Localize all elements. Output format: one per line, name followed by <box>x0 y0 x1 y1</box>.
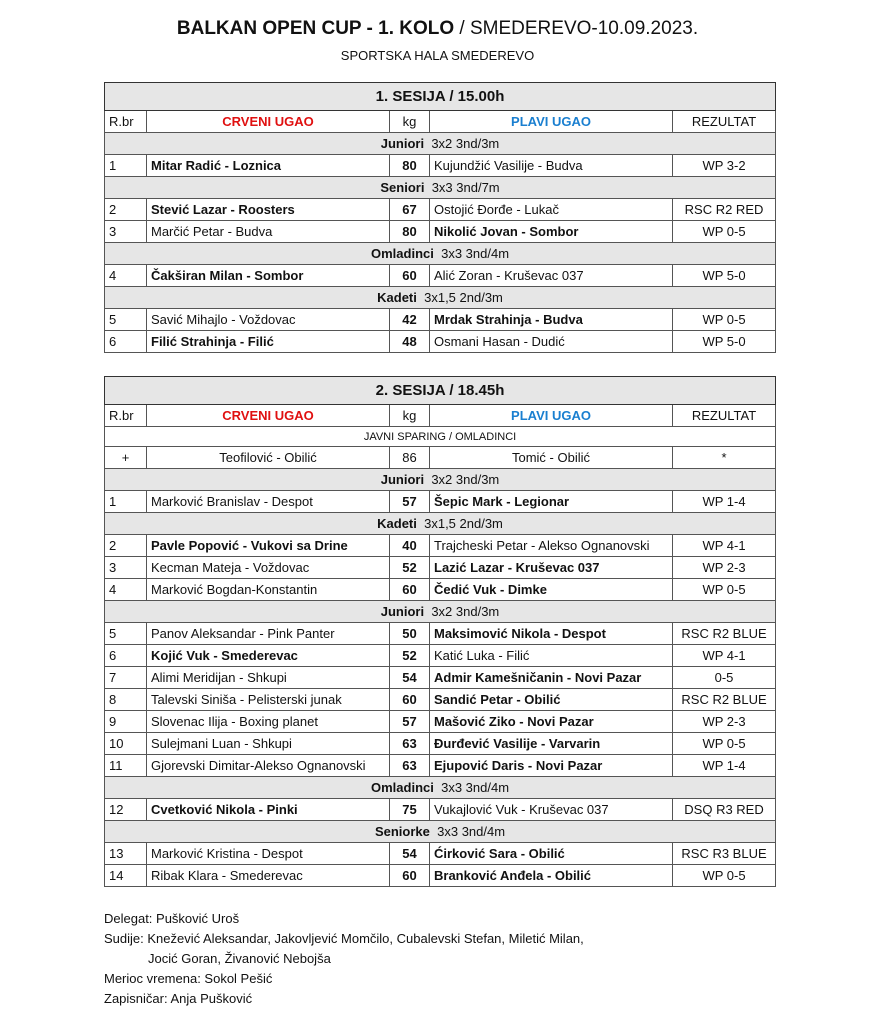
weight: 63 <box>390 755 430 777</box>
blue-corner-boxer: Trajcheski Petar - Alekso Ognanovski <box>430 535 673 557</box>
blue-corner-boxer: Osmani Hasan - Dudić <box>430 331 673 353</box>
result: WP 2-3 <box>673 711 776 733</box>
bout-number: 4 <box>105 265 147 287</box>
red-corner-boxer: Marčić Petar - Budva <box>147 221 390 243</box>
col-kg: kg <box>390 111 430 133</box>
col-blue-corner: PLAVI UGAO <box>430 111 673 133</box>
col-rbr: R.br <box>105 111 147 133</box>
category-name: Juniori <box>380 472 425 487</box>
result: RSC R2 BLUE <box>673 689 776 711</box>
bout-number: + <box>105 447 147 469</box>
result: WP 0-5 <box>673 865 776 887</box>
bout-row <box>105 711 776 733</box>
category-row <box>105 821 776 843</box>
col-red-corner: CRVENI UGAO <box>147 405 390 427</box>
red-corner-boxer: Čakširan Milan - Sombor <box>147 265 390 287</box>
bout-row <box>105 331 776 353</box>
page-title: BALKAN OPEN CUP - 1. KOLO / SMEDEREVO-10.09.2023. <box>176 18 699 39</box>
red-corner-boxer: Talevski Siniša - Pelisterski junak <box>147 689 390 711</box>
column-header-row <box>105 111 776 133</box>
blue-corner-boxer: Ejupović Daris - Novi Pazar <box>430 755 673 777</box>
weight: 60 <box>390 689 430 711</box>
category-cell <box>105 777 776 799</box>
category-row <box>105 513 776 535</box>
result: RSC R2 RED <box>673 199 776 221</box>
blue-corner-boxer: Ostojić Đorđe - Lukač <box>430 199 673 221</box>
weight: 52 <box>390 645 430 667</box>
blue-corner-boxer: Đurđević Vasilije - Varvarin <box>430 733 673 755</box>
weight: 52 <box>390 557 430 579</box>
bout-row <box>105 623 776 645</box>
result: WP 1-4 <box>673 491 776 513</box>
session-1-table <box>104 82 776 353</box>
bout-number: 1 <box>105 491 147 513</box>
result: WP 5-0 <box>673 331 776 353</box>
bout-row <box>105 689 776 711</box>
col-red-corner: CRVENI UGAO <box>147 111 390 133</box>
blue-corner-boxer: Mašović Ziko - Novi Pazar <box>430 711 673 733</box>
category-name: Kadeti <box>377 290 417 305</box>
bout-number: 3 <box>105 221 147 243</box>
red-corner-boxer: Pavle Popović - Vukovi sa Drine <box>147 535 390 557</box>
category-cell <box>105 133 776 155</box>
result: WP 0-5 <box>673 309 776 331</box>
col-result: REZULTAT <box>673 405 776 427</box>
red-corner-boxer: Sulejmani Luan - Shkupi <box>147 733 390 755</box>
bout-number: 2 <box>105 535 147 557</box>
category-cell <box>105 513 776 535</box>
red-corner-boxer: Marković Branislav - Despot <box>147 491 390 513</box>
bout-number: 7 <box>105 667 147 689</box>
result: WP 2-3 <box>673 557 776 579</box>
category-cell <box>105 469 776 491</box>
red-corner-boxer: Cvetković Nikola - Pinki <box>147 799 390 821</box>
bout-row <box>105 491 776 513</box>
weight: 60 <box>390 579 430 601</box>
red-corner-boxer: Mitar Radić - Loznica <box>147 155 390 177</box>
bout-row <box>105 155 776 177</box>
red-corner-boxer: Kojić Vuk - Smederevac <box>147 645 390 667</box>
weight: 67 <box>390 199 430 221</box>
category-row <box>105 601 776 623</box>
blue-corner-boxer: Lazić Lazar - Kruševac 037 <box>430 557 673 579</box>
blue-corner-boxer: Alić Zoran - Kruševac 037 <box>430 265 673 287</box>
blue-corner-boxer: Admir Kamešničanin - Novi Pazar <box>430 667 673 689</box>
weight: 48 <box>390 331 430 353</box>
weight: 80 <box>390 221 430 243</box>
bout-row <box>105 733 776 755</box>
session-2-table <box>104 376 776 887</box>
bout-row <box>105 667 776 689</box>
session-title: 1. SESIJA / 15.00h <box>105 83 776 111</box>
red-corner-boxer: Kecman Mateja - Voždovac <box>147 557 390 579</box>
category-name: Omladinci <box>371 246 434 261</box>
category-name: Seniorke <box>374 824 430 839</box>
weight: 75 <box>390 799 430 821</box>
category-row <box>105 287 776 309</box>
category-format: 3x3 3nd/7m <box>431 180 500 195</box>
bout-row <box>105 843 776 865</box>
category-name: Seniori <box>380 180 425 195</box>
blue-corner-boxer: Vukajlović Vuk - Kruševac 037 <box>430 799 673 821</box>
category-format: 3x2 3nd/3m <box>431 604 500 619</box>
recorder-line: Zapisničar: Anja Pušković <box>104 991 253 1006</box>
bout-number: 2 <box>105 199 147 221</box>
category-cell <box>105 821 776 843</box>
bout-number: 6 <box>105 331 147 353</box>
red-corner-boxer: Gjorevski Dimitar-Alekso Ognanovski <box>147 755 390 777</box>
red-corner-boxer: Teofilović - Obilić <box>147 447 390 469</box>
bout-number: 1 <box>105 155 147 177</box>
weight: 80 <box>390 155 430 177</box>
red-corner-boxer: Filić Strahinja - Filić <box>147 331 390 353</box>
result: WP 4-1 <box>673 535 776 557</box>
bout-row <box>105 265 776 287</box>
weight: 60 <box>390 265 430 287</box>
red-corner-boxer: Ribak Klara - Smederevac <box>147 865 390 887</box>
weight: 57 <box>390 711 430 733</box>
delegate-line: Delegat: Pušković Uroš <box>104 911 240 926</box>
result: WP 0-5 <box>673 579 776 601</box>
category-row <box>105 177 776 199</box>
weight: 60 <box>390 865 430 887</box>
weight: 63 <box>390 733 430 755</box>
bout-row <box>105 865 776 887</box>
red-corner-boxer: Marković Bogdan-Konstantin <box>147 579 390 601</box>
category-row <box>105 777 776 799</box>
bout-row <box>105 557 776 579</box>
weight: 42 <box>390 309 430 331</box>
sparring-row <box>105 447 776 469</box>
bout-number: 12 <box>105 799 147 821</box>
judges-line-2: Jocić Goran, Živanović Nebojša <box>148 951 331 966</box>
blue-corner-boxer: Katić Luka - Filić <box>430 645 673 667</box>
red-corner-boxer: Stević Lazar - Roosters <box>147 199 390 221</box>
category-row <box>105 243 776 265</box>
blue-corner-boxer: Sandić Petar - Obilić <box>430 689 673 711</box>
blue-corner-boxer: Čedić Vuk - Dimke <box>430 579 673 601</box>
bout-row <box>105 645 776 667</box>
bout-row <box>105 221 776 243</box>
category-format: 3x3 3nd/4m <box>441 780 510 795</box>
category-format: 3x3 3nd/4m <box>441 246 510 261</box>
result: WP 0-5 <box>673 221 776 243</box>
session-header <box>105 377 776 405</box>
weight: 57 <box>390 491 430 513</box>
result: * <box>673 447 776 469</box>
col-rbr: R.br <box>105 405 147 427</box>
category-format: 3x2 3nd/3m <box>431 136 500 151</box>
bout-number: 10 <box>105 733 147 755</box>
bout-number: 8 <box>105 689 147 711</box>
result: DSQ R3 RED <box>673 799 776 821</box>
red-corner-boxer: Alimi Meridijan - Shkupi <box>147 667 390 689</box>
bout-number: 6 <box>105 645 147 667</box>
result: WP 1-4 <box>673 755 776 777</box>
category-format: 3x1,5 2nd/3m <box>424 516 503 531</box>
bout-number: 3 <box>105 557 147 579</box>
result: 0-5 <box>673 667 776 689</box>
bout-number: 5 <box>105 309 147 331</box>
blue-corner-boxer: Kujundžić Vasilije - Budva <box>430 155 673 177</box>
col-result: REZULTAT <box>673 111 776 133</box>
category-cell <box>105 177 776 199</box>
blue-corner-boxer: Tomić - Obilić <box>430 447 673 469</box>
bout-number: 9 <box>105 711 147 733</box>
weight: 54 <box>390 667 430 689</box>
sparring-note-row <box>105 427 776 447</box>
officials-footer <box>104 909 584 1009</box>
red-corner-boxer: Slovenac Ilija - Boxing planet <box>147 711 390 733</box>
result: WP 0-5 <box>673 733 776 755</box>
bout-number: 11 <box>105 755 147 777</box>
timekeeper-line: Merioc vremena: Sokol Pešić <box>104 971 273 986</box>
blue-corner-boxer: Šepic Mark - Legionar <box>430 491 673 513</box>
session-header <box>105 83 776 111</box>
sparring-note: JAVNI SPARING / OMLADINCI <box>105 427 776 447</box>
bout-number: 4 <box>105 579 147 601</box>
bout-row <box>105 535 776 557</box>
red-corner-boxer: Savić Mihajlo - Voždovac <box>147 309 390 331</box>
judges-line: Sudije: Knežević Aleksandar, Jakovljević Momčilo, Cubalevski Stefan, Miletić Milan, <box>104 931 584 946</box>
category-cell <box>105 243 776 265</box>
result: WP 5-0 <box>673 265 776 287</box>
category-name: Omladinci <box>371 780 434 795</box>
result: RSC R2 BLUE <box>673 623 776 645</box>
weight: 40 <box>390 535 430 557</box>
category-format: 3x1,5 2nd/3m <box>424 290 503 305</box>
category-format: 3x2 3nd/3m <box>431 472 500 487</box>
result: RSC R3 BLUE <box>673 843 776 865</box>
col-blue-corner: PLAVI UGAO <box>430 405 673 427</box>
bout-row <box>105 309 776 331</box>
red-corner-boxer: Marković Kristina - Despot <box>147 843 390 865</box>
category-row <box>105 469 776 491</box>
weight: 54 <box>390 843 430 865</box>
category-name: Juniori <box>380 604 425 619</box>
result: WP 4-1 <box>673 645 776 667</box>
bout-row <box>105 579 776 601</box>
category-cell <box>105 287 776 309</box>
weight: 50 <box>390 623 430 645</box>
blue-corner-boxer: Branković Anđela - Obilić <box>430 865 673 887</box>
bout-number: 5 <box>105 623 147 645</box>
bout-number: 13 <box>105 843 147 865</box>
bout-row <box>105 755 776 777</box>
red-corner-boxer: Panov Aleksandar - Pink Panter <box>147 623 390 645</box>
page-subtitle: SPORTSKA HALA SMEDEREVO <box>340 48 535 63</box>
blue-corner-boxer: Maksimović Nikola - Despot <box>430 623 673 645</box>
weight: 86 <box>390 447 430 469</box>
category-row <box>105 133 776 155</box>
blue-corner-boxer: Ćirković Sara - Obilić <box>430 843 673 865</box>
bout-row <box>105 199 776 221</box>
blue-corner-boxer: Mrdak Strahinja - Budva <box>430 309 673 331</box>
col-kg: kg <box>390 405 430 427</box>
result: WP 3-2 <box>673 155 776 177</box>
bout-row <box>105 799 776 821</box>
category-name: Kadeti <box>377 516 417 531</box>
category-cell <box>105 601 776 623</box>
bout-number: 14 <box>105 865 147 887</box>
category-name: Juniori <box>380 136 425 151</box>
blue-corner-boxer: Nikolić Jovan - Sombor <box>430 221 673 243</box>
category-format: 3x3 3nd/4m <box>437 824 506 839</box>
column-header-row <box>105 405 776 427</box>
session-title: 2. SESIJA / 18.45h <box>105 377 776 405</box>
